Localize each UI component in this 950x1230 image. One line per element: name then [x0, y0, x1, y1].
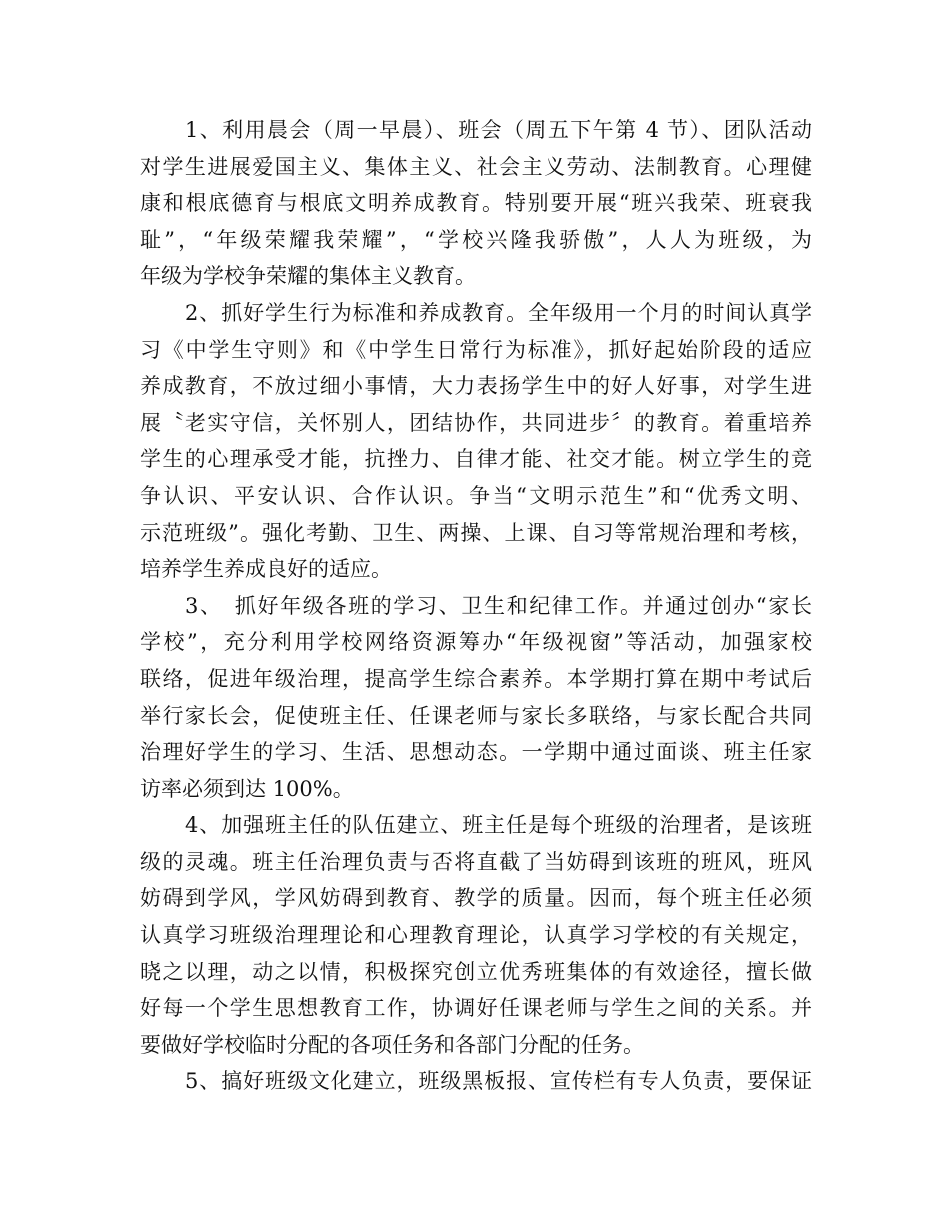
- text-line: 访率必须到达 100%。: [140, 776, 354, 801]
- text-line: 1、利用晨会（周一早晨）、班会（周五下午第 4 节）、团队活动: [185, 118, 812, 142]
- text-line: 养成教育，不放过细小事情，大力表扬学生中的好人好事，对学生进: [140, 374, 812, 399]
- text-line: 举行家长会，促使班主任、任课老师与家长多联络，与家长配合共同: [140, 703, 812, 728]
- paragraph-4: [140, 807, 812, 1063]
- paragraph-1: [140, 112, 812, 295]
- text-line: 学校”，充分利用学校网络资源筹办“年级视窗”等活动，加强家校: [140, 630, 812, 655]
- text-line: 耻”，“年级荣耀我荣耀”，“学校兴隆我骄傲”，人人为班级，为: [140, 227, 812, 252]
- text-line: 3、 抓好年级各班的学习、卫生和纪律工作。并通过创办“家长: [185, 593, 812, 618]
- text-line: 妨碍到学风，学风妨碍到教育、教学的质量。因而，每个班主任必须: [140, 886, 812, 911]
- text-line: 联络，促进年级治理，提高学生综合素养。本学期打算在期中考试后: [140, 666, 812, 691]
- text-line: 4、加强班主任的队伍建立、班主任是每个班级的治理者，是该班: [185, 813, 812, 838]
- text-line: 康和根底德育与根底文明养成教育。特别要开展“班兴我荣、班衰我: [140, 191, 812, 216]
- text-line: 对学生进展爱国主义、集体主义、社会主义劳动、法制教育。心理健: [140, 154, 812, 179]
- text-line: 要做好学校临时分配的各项任务和各部门分配的任务。: [140, 1032, 644, 1057]
- paragraph-5: [140, 1063, 812, 1100]
- text-line: 5、搞好班级文化建立，班级黑板报、宣传栏有专人负责，要保证: [185, 1069, 812, 1094]
- text-line: 争认识、平安认识、合作认识。争当“文明示范生”和“优秀文明、: [140, 483, 812, 508]
- text-line: 认真学习班级治理理论和心理教育理论，认真学习学校的有关规定，: [140, 923, 812, 948]
- text-line: 示范班级”。强化考勤、卫生、两操、上课、自习等常规治理和考核，: [140, 520, 812, 545]
- text-line: 习《中学生守则》和《中学生日常行为标准》，抓好起始阶段的适应: [140, 337, 812, 362]
- paragraph-3: [140, 588, 812, 808]
- text-line: 展〝老实守信，关怀别人，团结协作，共同进步〞的教育。着重培养: [140, 410, 812, 435]
- text-line: 级的灵魂。班主任治理负责与否将直截了当妨碍到该班的班风，班风: [140, 849, 812, 874]
- paragraph-2: [140, 295, 812, 588]
- text-line: 年级为学校争荣耀的集体主义教育。: [140, 264, 476, 289]
- text-line: 2、抓好学生行为标准和养成教育。全年级用一个月的时间认真学: [185, 300, 812, 325]
- text-line: 治理好学生的学习、生活、思想动态。一学期中通过面谈、班主任家: [140, 740, 812, 765]
- text-line: 培养学生养成良好的适应。: [140, 557, 392, 582]
- text-line: 学生的心理承受才能，抗挫力、自律才能、社交才能。树立学生的竞: [140, 447, 812, 472]
- text-line: 好每一个学生思想教育工作，协调好任课老师与学生之间的关系。并: [140, 996, 812, 1021]
- document-body: [140, 112, 812, 1100]
- text-line: 晓之以理，动之以情，积极探究创立优秀班集体的有效途径，擅长做: [140, 959, 812, 984]
